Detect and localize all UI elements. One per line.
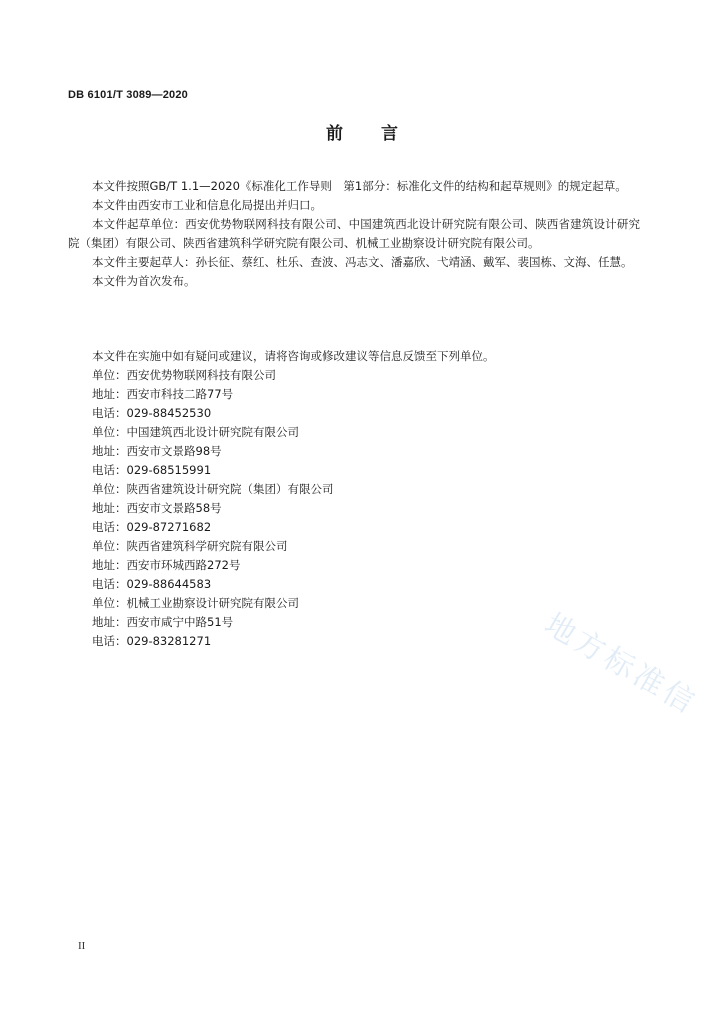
foreword-body <box>68 177 640 291</box>
page-title <box>0 119 724 144</box>
contact-line: 单位：陕西省建筑设计研究院（集团）有限公司 <box>92 482 334 496</box>
watermark: 地方标准信 <box>538 606 704 723</box>
contact-intro: 本文件在实施中如有疑问或建议，请将咨询或修改建议等信息反馈至下列单位。 <box>92 349 495 363</box>
paragraph-first-release: 本文件为首次发布。 <box>92 274 196 288</box>
title-char-1: 前 <box>326 124 343 144</box>
paragraph-drafters: 本文件主要起草人：孙长征、蔡红、杜乐、查波、冯志文、潘嘉欣、弋靖涵、戴军、裴国栋、文海、任慧。 <box>92 255 633 269</box>
contact-line: 地址：西安市文景路58号 <box>92 501 222 515</box>
document-code: DB 6101/T 3089—2020 <box>68 89 188 101</box>
contact-line: 地址：西安市科技二路77号 <box>92 387 234 401</box>
contact-line: 单位：陕西省建筑科学研究院有限公司 <box>92 539 288 553</box>
contact-line: 电话：029-87271682 <box>92 520 212 534</box>
contact-line: 电话：029-88452530 <box>92 406 212 420</box>
paragraph-drafting-units: 本文件起草单位：西安优势物联网科技有限公司、中国建筑西北设计研究院有限公司、陕西省建筑设计研究院（集团）有限公司、陕西省建筑科学研究院有限公司、机械工业勘察设计研究院有限公司。 <box>68 217 640 250</box>
contact-line: 单位：西安优势物联网科技有限公司 <box>92 368 276 382</box>
contact-line: 地址：西安市咸宁中路51号 <box>92 615 234 629</box>
contact-line: 电话：029-68515991 <box>92 463 212 477</box>
contact-line: 单位：机械工业勘察设计研究院有限公司 <box>92 596 299 610</box>
contact-line: 地址：西安市环城西路272号 <box>92 558 241 572</box>
contact-line: 电话：029-83281271 <box>92 634 212 648</box>
contact-line: 电话：029-88644583 <box>92 577 212 591</box>
paragraph-proposer: 本文件由西安市工业和信息化局提出并归口。 <box>92 198 322 212</box>
contact-line: 地址：西安市文景路98号 <box>92 444 222 458</box>
contact-list <box>68 347 640 651</box>
contact-line: 单位：中国建筑西北设计研究院有限公司 <box>92 425 299 439</box>
paragraph-drafting-basis: 本文件按照GB/T 1.1—2020《标准化工作导则 第1部分：标准化文件的结构和起草规则》的规定起草。 <box>92 179 627 193</box>
page-number: II <box>78 940 86 952</box>
title-char-2: 言 <box>381 124 398 144</box>
